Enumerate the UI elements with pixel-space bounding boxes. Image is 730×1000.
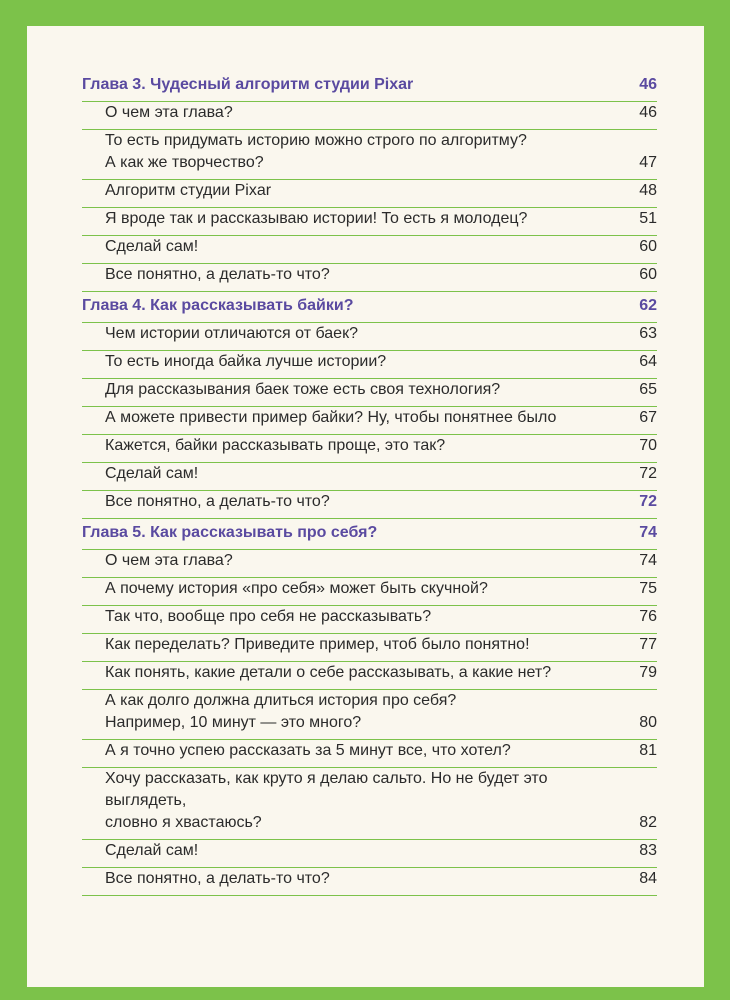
entry-title: Я вроде так и рассказываю истории! То есть я молодец?	[105, 210, 528, 227]
entry-title	[105, 690, 627, 734]
page-number: 80	[639, 714, 657, 731]
entry-title: Кажется, байки рассказывать проще, это так?	[105, 437, 446, 454]
page-number: 47	[639, 154, 657, 171]
entry-title	[105, 768, 627, 834]
entry-title-line: А как долго должна длиться история про себя?	[105, 692, 457, 709]
toc-entry	[82, 379, 657, 407]
page-number: 81	[639, 742, 657, 759]
entry-title-line: Например, 10 минут — это много?	[105, 714, 362, 731]
chapter-title: Глава 5. Как рассказывать про себя?	[82, 524, 378, 541]
page-number: 67	[639, 409, 657, 426]
page-number: 65	[639, 381, 657, 398]
entry-title-line: Хочу рассказать, как круто я делаю сальто. Но не будет это выглядеть,	[105, 770, 548, 809]
page-number: 70	[639, 437, 657, 454]
page-number: 48	[639, 182, 657, 199]
entry-title	[105, 130, 627, 174]
page-number: 77	[639, 636, 657, 653]
book-page	[27, 26, 704, 987]
toc-entry	[82, 606, 657, 634]
toc-entry	[82, 550, 657, 578]
page-number: 72	[639, 465, 657, 482]
page-number: 63	[639, 325, 657, 342]
page-number: 76	[639, 608, 657, 625]
toc-entry	[82, 634, 657, 662]
toc-entry	[82, 236, 657, 264]
toc-entry	[82, 351, 657, 379]
toc-entry	[82, 662, 657, 690]
toc-entry	[82, 407, 657, 435]
page-number: 60	[639, 266, 657, 283]
toc-entry	[82, 768, 657, 840]
entry-title-line: А как же творчество?	[105, 154, 264, 171]
page-number: 75	[639, 580, 657, 597]
chapter-title: Глава 4. Как рассказывать байки?	[82, 297, 354, 314]
toc-entry	[82, 323, 657, 351]
entry-title: О чем эта глава?	[105, 104, 233, 121]
entry-title: Как переделать? Приведите пример, чтоб было понятно!	[105, 636, 530, 653]
page-number: 51	[639, 210, 657, 227]
page-number: 46	[639, 76, 657, 93]
toc-entry	[82, 740, 657, 768]
entry-title: А можете привести пример байки? Ну, чтобы понятнее было	[105, 409, 557, 426]
toc-entry	[82, 690, 657, 740]
toc-entry	[82, 868, 657, 896]
toc-chapter-heading	[82, 519, 657, 550]
entry-title: Чем истории отличаются от баек?	[105, 325, 358, 342]
entry-title: А я точно успею рассказать за 5 минут все, что хотел?	[105, 742, 511, 759]
page-number: 72	[639, 493, 657, 510]
entry-title: Для рассказывания баек тоже есть своя технология?	[105, 381, 501, 398]
entry-title: Сделай сам!	[105, 465, 199, 482]
entry-title: Сделай сам!	[105, 238, 199, 255]
page-number: 82	[639, 814, 657, 831]
entry-title: Все понятно, а делать-то что?	[105, 266, 330, 283]
toc-entry	[82, 435, 657, 463]
toc-entry	[82, 264, 657, 292]
entry-title-line: То есть придумать историю можно строго по алгоритму?	[105, 132, 527, 149]
page-number: 74	[639, 524, 657, 541]
page-number: 83	[639, 842, 657, 859]
entry-title: Алгоритм студии Pixar	[105, 182, 272, 199]
entry-title: Все понятно, а делать-то что?	[105, 493, 330, 510]
toc-entry	[82, 840, 657, 868]
entry-title: Сделай сам!	[105, 842, 199, 859]
entry-title: То есть иногда байка лучше истории?	[105, 353, 387, 370]
entry-title-line: словно я хвастаюсь?	[105, 814, 262, 831]
toc-entry	[82, 208, 657, 236]
page-number: 79	[639, 664, 657, 681]
table-of-contents	[82, 71, 657, 896]
entry-title: О чем эта глава?	[105, 552, 233, 569]
toc-entry	[82, 491, 657, 519]
toc-entry	[82, 463, 657, 491]
page-number: 74	[639, 552, 657, 569]
toc-entry	[82, 102, 657, 130]
toc-entry	[82, 130, 657, 180]
entry-title: Все понятно, а делать-то что?	[105, 870, 330, 887]
page-number: 84	[639, 870, 657, 887]
toc-chapter-heading	[82, 71, 657, 102]
page-number: 62	[639, 297, 657, 314]
page-number: 60	[639, 238, 657, 255]
page-number: 64	[639, 353, 657, 370]
toc-entry	[82, 180, 657, 208]
entry-title: А почему история «про себя» может быть скучной?	[105, 580, 488, 597]
toc-chapter-heading	[82, 292, 657, 323]
chapter-title: Глава 3. Чудесный алгоритм студии Pixar	[82, 76, 414, 93]
toc-entry	[82, 578, 657, 606]
page-number: 46	[639, 104, 657, 121]
entry-title: Как понять, какие детали о себе рассказывать, а какие нет?	[105, 664, 552, 681]
entry-title: Так что, вообще про себя не рассказывать?	[105, 608, 432, 625]
